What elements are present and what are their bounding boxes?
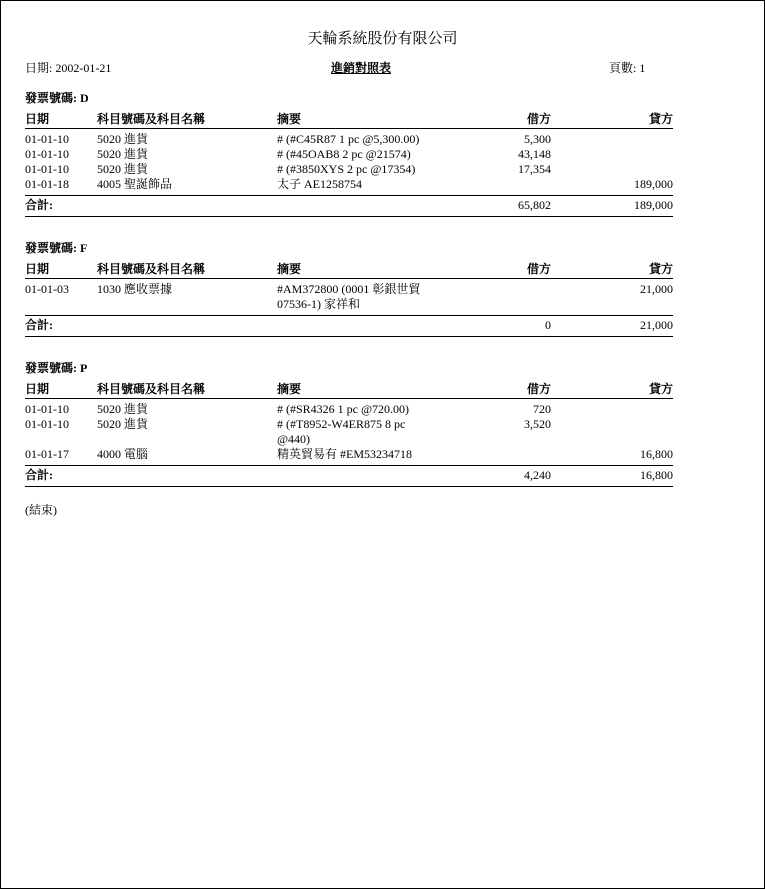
col-date: 日期 [25,382,50,396]
invoice-section-p [25,361,673,487]
row-date: 01-01-18 [25,177,69,191]
col-debit: 借方 [526,112,551,126]
row-date: 01-01-10 [25,402,69,416]
col-date: 日期 [25,262,50,276]
invoice-number: 發票號碼: F [25,241,88,255]
table-row [25,147,673,162]
row-account: 5020 進貨 [97,147,149,161]
row-memo: 太子 AE1258754 [277,177,362,191]
col-account: 科目號碼及科目名稱 [97,112,206,126]
company-name: 天輪系統股份有限公司 [307,31,458,47]
total-credit: 21,000 [640,318,673,332]
row-date: 01-01-10 [25,162,69,176]
total-credit: 189,000 [634,198,673,212]
invoice-section-f [25,241,673,337]
row-date: 01-01-10 [25,132,69,146]
row-debit: 3,520 [524,417,551,431]
row-memo: # (#3850XYS 2 pc @17354) [277,162,416,176]
col-credit: 貸方 [648,262,673,276]
total-debit: 65,802 [518,198,551,212]
row-debit: 5,300 [524,132,551,146]
row-memo: # (#SR4326 1 pc @720.00) [277,402,410,416]
table-row [25,402,673,417]
total-credit: 16,800 [640,468,673,482]
entry-rows [25,279,673,316]
page-number: 頁數: 1 [609,61,646,75]
col-memo: 摘要 [277,262,302,276]
report-title: 進銷對照表 [330,61,391,75]
row-memo: # (#T8952-W4ER875 8 pc @440) [277,417,406,446]
table-row [25,447,673,462]
section-total [25,316,673,337]
total-label: 合計: [25,318,53,332]
row-credit: 16,800 [640,447,673,461]
col-account: 科目號碼及科目名稱 [97,262,206,276]
section-total [25,466,673,487]
col-credit: 貸方 [648,112,673,126]
table-row [25,282,673,312]
entry-rows [25,129,673,196]
row-date: 01-01-17 [25,447,69,461]
row-account: 4005 聖誕飾品 [97,177,173,191]
col-debit: 借方 [526,262,551,276]
row-account: 1030 應收票據 [97,282,173,296]
column-header [25,260,673,279]
table-row [25,162,673,177]
table-row [25,132,673,147]
row-memo: # (#45OAB8 2 pc @21574) [277,147,411,161]
entry-rows [25,399,673,466]
row-account: 5020 進貨 [97,402,149,416]
row-debit: 43,148 [518,147,551,161]
total-debit: 0 [545,318,551,332]
row-account: 5020 進貨 [97,162,149,176]
total-label: 合計: [25,198,53,212]
row-credit: 189,000 [634,177,673,191]
table-row [25,417,673,447]
column-header [25,380,673,399]
invoice-number: 發票號碼: P [25,361,88,375]
invoice-number: 發票號碼: D [25,91,89,105]
report-date: 日期: 2002-01-21 [25,61,112,75]
invoice-section-d [25,91,673,217]
end-note: (結束) [25,503,57,517]
col-debit: 借方 [526,382,551,396]
section-total [25,196,673,217]
total-debit: 4,240 [524,468,551,482]
table-row [25,177,673,192]
column-header [25,110,673,129]
col-memo: 摘要 [277,112,302,126]
row-account: 5020 進貨 [97,132,149,146]
col-date: 日期 [25,112,50,126]
row-date: 01-01-10 [25,147,69,161]
row-debit: 720 [533,402,551,416]
row-account: 5020 進貨 [97,417,149,431]
row-credit: 21,000 [640,282,673,296]
total-label: 合計: [25,468,53,482]
col-account: 科目號碼及科目名稱 [97,382,206,396]
col-credit: 貸方 [648,382,673,396]
row-debit: 17,354 [518,162,551,176]
row-account: 4000 電腦 [97,447,149,461]
row-memo: # (#C45R87 1 pc @5,300.00) [277,132,420,146]
row-memo: #AM372800 (0001 彰銀世貿 07536-1) 家祥和 [277,282,421,311]
row-date: 01-01-03 [25,282,69,296]
row-date: 01-01-10 [25,417,69,431]
col-memo: 摘要 [277,382,302,396]
row-memo: 精英貿易有 #EM53234718 [277,447,413,461]
